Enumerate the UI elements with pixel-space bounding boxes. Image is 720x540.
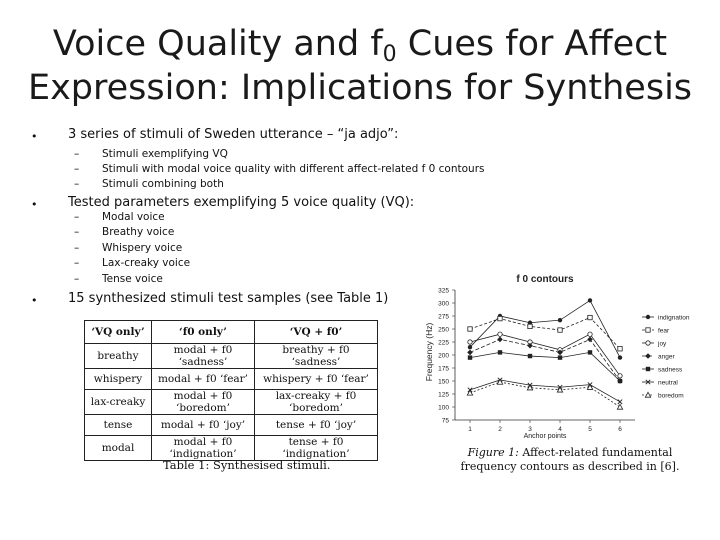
bullet-2-sub-2: Breathy voice (102, 226, 175, 238)
legend-label-indignation: indignation (658, 314, 690, 322)
legend-label-neutral: neutral (658, 379, 678, 387)
table-cell: whispery (85, 369, 152, 390)
data-point-sadness (558, 355, 562, 359)
y-tick-label: 225 (438, 339, 449, 347)
bullet-1-text: 3 series of stimuli of Sweden utterance – “ja adjo”: (68, 127, 399, 142)
table-cell: whispery + f0 ‘fear’ (255, 369, 378, 390)
bullet-2-sub-1: Modal voice (102, 211, 165, 223)
legend-marker-sadness (646, 367, 650, 371)
table-cell: lax-creaky + f0 ‘boredom’ (255, 390, 378, 415)
data-point-fear (618, 347, 622, 351)
sub-dash: – (74, 257, 80, 269)
table-row (85, 415, 378, 436)
bullet-1-sub-1: Stimuli exemplifying VQ (102, 148, 228, 160)
table-cell: tense (85, 415, 152, 436)
data-point-joy (618, 374, 622, 378)
data-point-indignation (558, 318, 562, 322)
sub-dash: – (74, 178, 80, 190)
data-point-joy (588, 332, 592, 336)
data-point-fear (528, 324, 532, 328)
table-row (85, 369, 378, 390)
y-tick-label: 175 (438, 365, 449, 373)
sub-dash: – (74, 242, 80, 254)
data-point-indignation (468, 345, 472, 349)
legend-label-joy: joy (658, 340, 667, 348)
series-line-joy (470, 334, 620, 376)
title-part-a: Voice Quality and f (52, 24, 383, 64)
table-cell: modal + f0 ‘indignation’ (152, 436, 255, 461)
figure-caption (455, 446, 685, 474)
data-point-joy (468, 340, 472, 344)
table-header-cell: ‘f0 only’ (152, 321, 255, 344)
sub-dash: – (74, 211, 80, 223)
stimuli-table (84, 320, 378, 461)
data-point-boredom (467, 390, 472, 395)
data-point-anger (467, 350, 473, 356)
legend-marker-anger (645, 353, 651, 359)
table-cell: lax-creaky (85, 390, 152, 415)
data-point-sadness (618, 379, 622, 383)
x-tick-label: 2 (498, 426, 502, 433)
legend-label-sadness: sadness (658, 366, 683, 374)
data-point-anger (497, 337, 503, 343)
y-tick-label: 300 (438, 300, 449, 308)
bullet-3-text: 15 synthesized stimuli test samples (see Table 1) (68, 291, 389, 306)
y-tick-label: 275 (438, 313, 449, 321)
data-point-indignation (618, 355, 622, 359)
table-row (85, 344, 378, 369)
table-cell: tense + f0 ‘joy’ (255, 415, 378, 436)
data-point-boredom (617, 404, 622, 409)
data-point-neutral (618, 400, 622, 404)
legend-marker-joy (646, 341, 650, 345)
bullet-1-sub-3: Stimuli combining both (102, 178, 224, 190)
table-cell: modal + f0 ‘fear’ (152, 369, 255, 390)
table-header-cell: ‘VQ only’ (85, 321, 152, 344)
data-point-fear (468, 327, 472, 331)
x-tick-label: 4 (558, 426, 562, 433)
table-cell: tense + f0 ‘indignation’ (255, 436, 378, 461)
x-tick-label: 6 (618, 426, 622, 433)
table-caption: Table 1: Synthesised stimuli. (163, 458, 331, 472)
slide-title (20, 22, 700, 110)
title-part-b: Cues for Affect (396, 24, 668, 64)
data-point-fear (588, 315, 592, 319)
data-point-sadness (498, 350, 502, 354)
y-tick-label: 200 (438, 352, 449, 360)
data-point-fear (498, 316, 502, 320)
figure-caption-label: Figure 1: (467, 446, 519, 459)
bullet-dot: • (31, 294, 38, 307)
table-cell: modal + f0 ‘boredom’ (152, 390, 255, 415)
title-line-2: Expression: Implications for Synthesis (27, 68, 693, 108)
series-line-neutral (470, 380, 620, 402)
data-point-sadness (528, 354, 532, 358)
table-header-row (85, 321, 378, 344)
title-subscript: 0 (382, 42, 397, 67)
y-tick-label: 100 (438, 404, 449, 412)
legend-marker-indignation (646, 315, 650, 319)
data-point-sadness (588, 350, 592, 354)
series-line-sadness (470, 352, 620, 381)
data-point-joy (498, 332, 502, 336)
data-point-indignation (588, 298, 592, 302)
legend-label-fear: fear (658, 327, 670, 335)
figure-caption-text: Affect-related fundamental frequency contours as described in [6]. (460, 446, 680, 473)
y-tick-label: 150 (438, 378, 449, 386)
table-cell: breathy + f0 ‘sadness’ (255, 344, 378, 369)
bullet-2-text: Tested parameters exemplifying 5 voice quality (VQ): (68, 195, 415, 210)
data-point-sadness (468, 355, 472, 359)
x-tick-label: 1 (468, 426, 472, 433)
table-cell: modal + f0 ‘sadness’ (152, 344, 255, 369)
table-header-cell: ‘VQ + f0’ (255, 321, 378, 344)
bullet-2-sub-5: Tense voice (102, 273, 163, 285)
bullet-dot: • (31, 130, 38, 143)
table-row (85, 390, 378, 415)
chart-x-axis-label: Anchor points (523, 433, 567, 440)
x-tick-label: 5 (588, 426, 592, 433)
legend-marker-fear (646, 328, 650, 332)
bullet-2-sub-3: Whispery voice (102, 242, 183, 254)
chart-y-axis-label: Frequency (Hz) (424, 322, 434, 382)
sub-dash: – (74, 273, 80, 285)
data-point-fear (558, 328, 562, 332)
series-line-boredom (470, 382, 620, 407)
y-tick-label: 125 (438, 391, 449, 399)
bullet-2-sub-4: Lax-creaky voice (102, 257, 191, 269)
table-cell: breathy (85, 344, 152, 369)
table-cell: modal (85, 436, 152, 461)
title-line-1 (20, 22, 700, 66)
y-tick-label: 250 (438, 326, 449, 334)
sub-dash: – (74, 226, 80, 238)
bullet-1-sub-2: Stimuli with modal voice quality with different affect-related f 0 contours (102, 163, 485, 175)
sub-dash: – (74, 163, 80, 175)
table-row (85, 436, 378, 461)
f0-contours-chart (420, 272, 710, 442)
legend-label-boredom: boredom (658, 392, 684, 400)
y-tick-label: 75 (441, 417, 449, 425)
chart-title: f 0 contours (516, 274, 574, 285)
x-tick-label: 3 (528, 426, 532, 433)
table-cell: modal + f0 ‘joy’ (152, 415, 255, 436)
bullet-dot: • (31, 198, 38, 211)
y-tick-label: 325 (438, 287, 449, 295)
legend-label-anger: anger (658, 353, 675, 361)
sub-dash: – (74, 148, 80, 160)
